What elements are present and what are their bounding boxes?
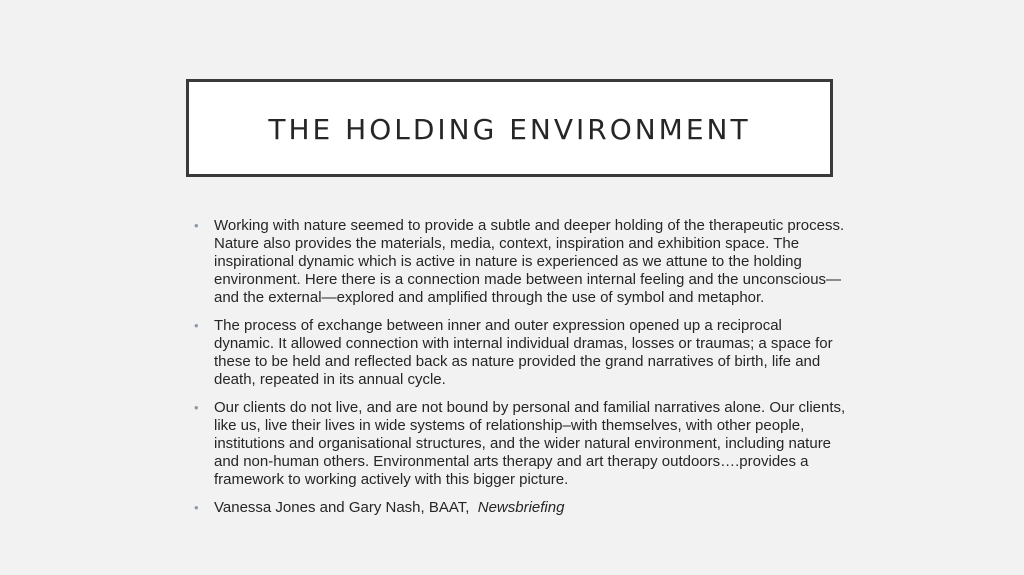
bullet-dot-icon: •: [194, 218, 199, 233]
bullet-text: The process of exchange between inner and outer expression opened up a reciprocal dynamic. It allowed connection with internal individual dramas, losses or traumas; a space for these to be held and reflected back as nature provided the grand narratives of birth, life and death, repeated in its annual cycle.: [214, 317, 833, 388]
bullet-dot-icon: •: [194, 318, 199, 333]
citation-item: [194, 499, 846, 517]
title-box: [186, 79, 833, 177]
bullet-text: Working with nature seemed to provide a subtle and deeper holding of the therapeutic process. Nature also provides the materials, media, context, inspiration and exhibition space. The inspirational dynamic which is active in nature is experienced as we attune to the holding environment. Here there is a connection made between internal feeling and the unconscious—and the external—explored and amplified through the use of symbol and metaphor.: [214, 217, 845, 306]
bullet-list: [194, 217, 846, 527]
bullet-text: Our clients do not live, and are not bound by personal and familial narratives alone. Our clients, like us, live their lives in wide systems of relationship–with themselves, with other people, institutions and organisational structures, and the wider natural environment, including nature and non-human others. Environmental arts therapy and art therapy outdoors….provides a framework to working actively with this bigger picture.: [214, 399, 846, 488]
citation-source: Newsbriefing: [477, 499, 565, 516]
bullet-dot-icon: •: [194, 400, 199, 415]
bullet-dot-icon: •: [194, 500, 199, 515]
slide-title: THE HOLDING ENVIRONMENT: [268, 112, 751, 146]
bullet-item: [194, 399, 846, 489]
citation-authors: Vanessa Jones and Gary Nash, BAAT,: [214, 499, 474, 516]
bullet-item: [194, 317, 846, 389]
bullet-item: [194, 217, 846, 307]
